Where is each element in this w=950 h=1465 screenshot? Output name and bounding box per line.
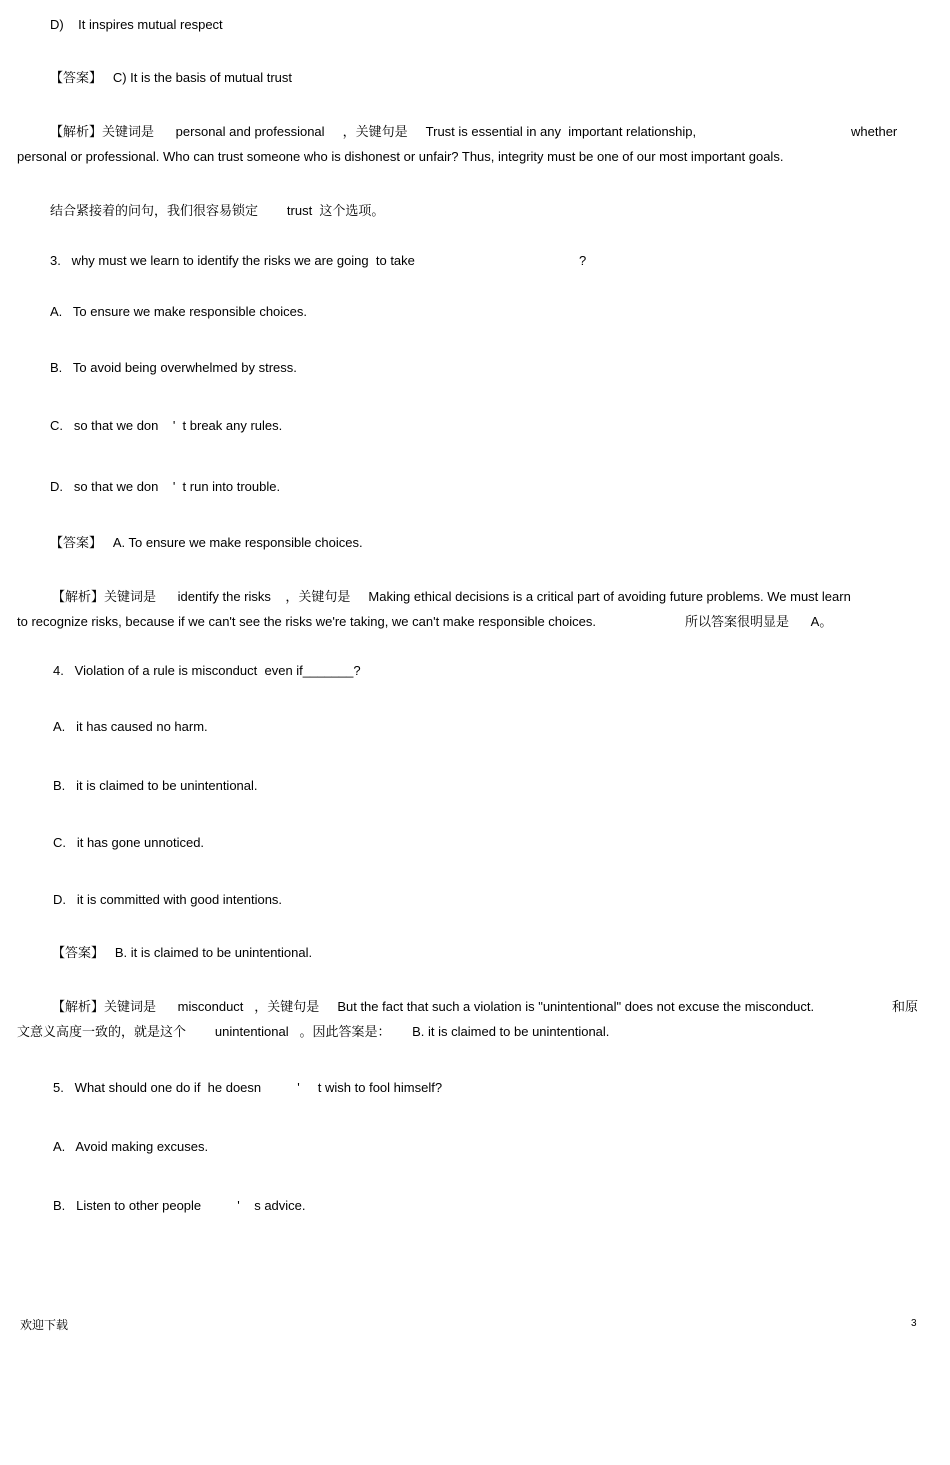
q3-option-c: C. so that we don ' t break any rules. — [50, 418, 283, 433]
q4-option-d: D. it is committed with good intentions. — [53, 892, 283, 907]
page-number: 3 — [911, 1318, 917, 1329]
q4-option-a: A. it has caused no harm. — [53, 719, 208, 734]
q2-analysis-line3: 结合紧接着的问句，我们很容易锁定 trust 这个选项。 — [50, 203, 385, 218]
q3-analysis-line2: to recognize risks, because if we can't see the risks we're taking, we can't make responsible choices. — [17, 614, 596, 629]
q4-analysis-line2: 文意义高度一致的，就是这个 unintentional 。因此答案是： B. it is claimed to be unintentional. — [17, 1024, 610, 1039]
q4-analysis-line1: 【解析】关键词是 misconduct ，关键句是 But the fact that such a violation is "unintentional" does not excuse the misconduct. — [52, 999, 815, 1014]
q2-analysis-line1: 【解析】关键词是 personal and professional ，关键句是 Trust is essential in any important relationship, — [50, 124, 697, 139]
q5-option-a: A. Avoid making excuses. — [53, 1139, 209, 1154]
q2-option-d: D) It inspires mutual respect — [50, 17, 223, 32]
q3-answer: 【答案】 A. To ensure we make responsible choices. — [50, 535, 363, 550]
q4-analysis-line1-tail: 和原 — [892, 999, 919, 1014]
q2-answer: 【答案】 C) It is the basis of mutual trust — [50, 70, 293, 85]
q4-option-b: B. it is claimed to be unintentional. — [53, 778, 258, 793]
q3-question: 3. why must we learn to identify the risks we are going to take — [50, 253, 415, 268]
q5-option-b: B. Listen to other people ' s advice. — [53, 1198, 306, 1213]
q3-analysis-line2-tail: 所以答案很明显是 A。 — [685, 614, 833, 629]
q4-answer: 【答案】 B. it is claimed to be unintentional. — [52, 945, 313, 960]
q2-analysis-line2: personal or professional. Who can trust someone who is dishonest or unfair? Thus, integrity must be one of our most important goals. — [17, 149, 784, 164]
q3-option-b: B. To avoid being overwhelmed by stress. — [50, 360, 297, 375]
q3-analysis-line1: 【解析】关键词是 identify the risks ，关键句是 Making ethical decisions is a critical part of avoiding future problems. We must learn — [52, 589, 851, 604]
q3-question-mark: ? — [579, 253, 587, 268]
footer-left-text: 欢迎下载 — [20, 1318, 69, 1332]
q2-analysis-line1-tail: whether — [851, 124, 898, 139]
q3-option-d: D. so that we don ' t run into trouble. — [50, 479, 281, 494]
q4-question: 4. Violation of a rule is misconduct even if_______? — [53, 663, 361, 678]
q3-option-a: A. To ensure we make responsible choices. — [50, 304, 308, 319]
q4-option-c: C. it has gone unnoticed. — [53, 835, 205, 850]
q5-question: 5. What should one do if he doesn ' t wish to fool himself? — [53, 1080, 443, 1095]
